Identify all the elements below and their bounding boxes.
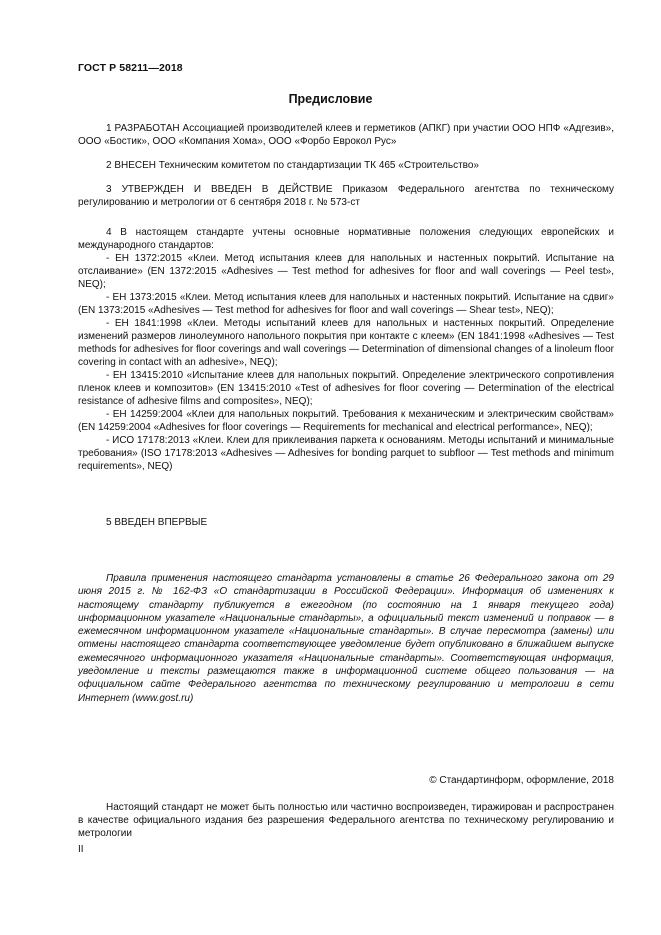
application-rules-notice: Правила применения настоящего стандарта установлены в статье 26 Федерального закона от 29 июня 2015 г. № 162-ФЗ «О стандартизации в Российской Федерации». Информация об изменениях к настоящему стандарту публикуется в ежегодном (по состоянию на 1 января текущего года) информационном указателе «Национальные стандарты», а официальный текст изменений и поправок — в ежемесячном информационном указателе «Национальные стандарты». В случае пересмотра (замены) или отмены настоящего стандарта соответствующее уведомление будет опубликовано в ближайшем выпуске ежемесячного информационного указателя «Национальные стандарты». Соответствующая информация, уведомление и тексты размещаются также в информационной системе общего пользования — на официальном сайте Федерального агентства по техническому регулированию и метрологии в сети Интернет (www.gost.ru) [78, 573, 614, 704]
list-item: - ЕН 13415:2010 «Испытание клеев для напольных покрытий. Определение электрического сопротивления пленок клеев и композитов» (EN 13415:2010 «Test of adhesives for floor covering — Determination of the electrical resistance of adhesive films and composites», NEQ); [78, 370, 614, 407]
page-number: II [78, 844, 84, 855]
paragraph-first-introduced-wrapper [78, 516, 614, 540]
standard-code-header: ГОСТ Р 58211—2018 [78, 62, 183, 74]
page-title: Предисловие [288, 92, 373, 106]
paragraph-approved: 3 УТВЕРЖДЕН И ВВЕДЕН В ДЕЙСТВИЕ Приказом Федерального агентства по техническому регулированию и метрологии от 6 сентября 2018 г. № 573-ст [78, 184, 614, 208]
list-item: - ЕН 1373:2015 «Клеи. Метод испытания клеев для напольных и настенных покрытий. Испытание на сдвиг» (EN 1373:2015 «Adhesives — Test method for adhesives for floor and wall coverings — Shear test», NEQ); [78, 292, 614, 316]
foreword-paragraphs [78, 122, 614, 220]
paragraph-developed-by: 1 РАЗРАБОТАН Ассоциацией производителей клеев и герметиков (АПКГ) при участии ООО НПФ «Адгезив», ООО «Бостик», ООО «Компания Хома», ООО «Форбо Еврокол Рус» [78, 123, 614, 147]
list-item: - ЕН 1841:1998 «Клеи. Методы испытаний клеев для напольных и настенных покрытий. Определение изменений размеров линолеумного напольного покрытия при контакте с клеем» (EN 1841:1998 «Adhesives — Test methods for adhesives for floor coverings and wall coverings — Determination of dimensional changes of a linoleum floor covering in contact with an adhesive», NEQ); [78, 318, 614, 368]
list-item: - ЕН 1372:2015 «Клеи. Метод испытания клеев для напольных и настенных покрытий. Испытание на отслаивание» (EN 1372:2015 «Adhesives — Test method for adhesives for floor and wall coverings — Peel test», NEQ); [78, 253, 614, 290]
copyright-line: © Стандартинформ, оформление, 2018 [429, 775, 614, 786]
referenced-standards-block [78, 226, 614, 473]
list-item: - ЕН 14259:2004 «Клеи для напольных покрытий. Требования к механическим и электрическим свойствам» (EN 14259:2004 «Adhesives for floor coverings — Requirements for mechanical and electrical performance», NEQ); [78, 409, 614, 433]
reprint-restriction-notice: Настоящий стандарт не может быть полностью или частично воспроизведен, тиражирован и распространен в качестве официального издания без разрешения Федерального агентства по техническому регулированию и метрологии [78, 802, 614, 839]
list-item: - ИСО 17178:2013 «Клеи. Клеи для приклеивания паркета к основаниям. Методы испытаний и минимальные требования» (ISO 17178:2013 «Adhesives — Adhesives for bonding parquet to subfloor — Test methods and minimum requirements», NEQ) [78, 435, 614, 472]
paragraph-referenced-standards-intro: 4 В настоящем стандарте учтены основные нормативные положения следующих европейских и международного стандартов: [78, 227, 614, 251]
paragraph-introduced-by: 2 ВНЕСЕН Техническим комитетом по стандартизации ТК 465 «Строительство» [106, 160, 479, 171]
paragraph-first-introduced: 5 ВВЕДЕН ВПЕРВЫЕ [106, 517, 208, 528]
